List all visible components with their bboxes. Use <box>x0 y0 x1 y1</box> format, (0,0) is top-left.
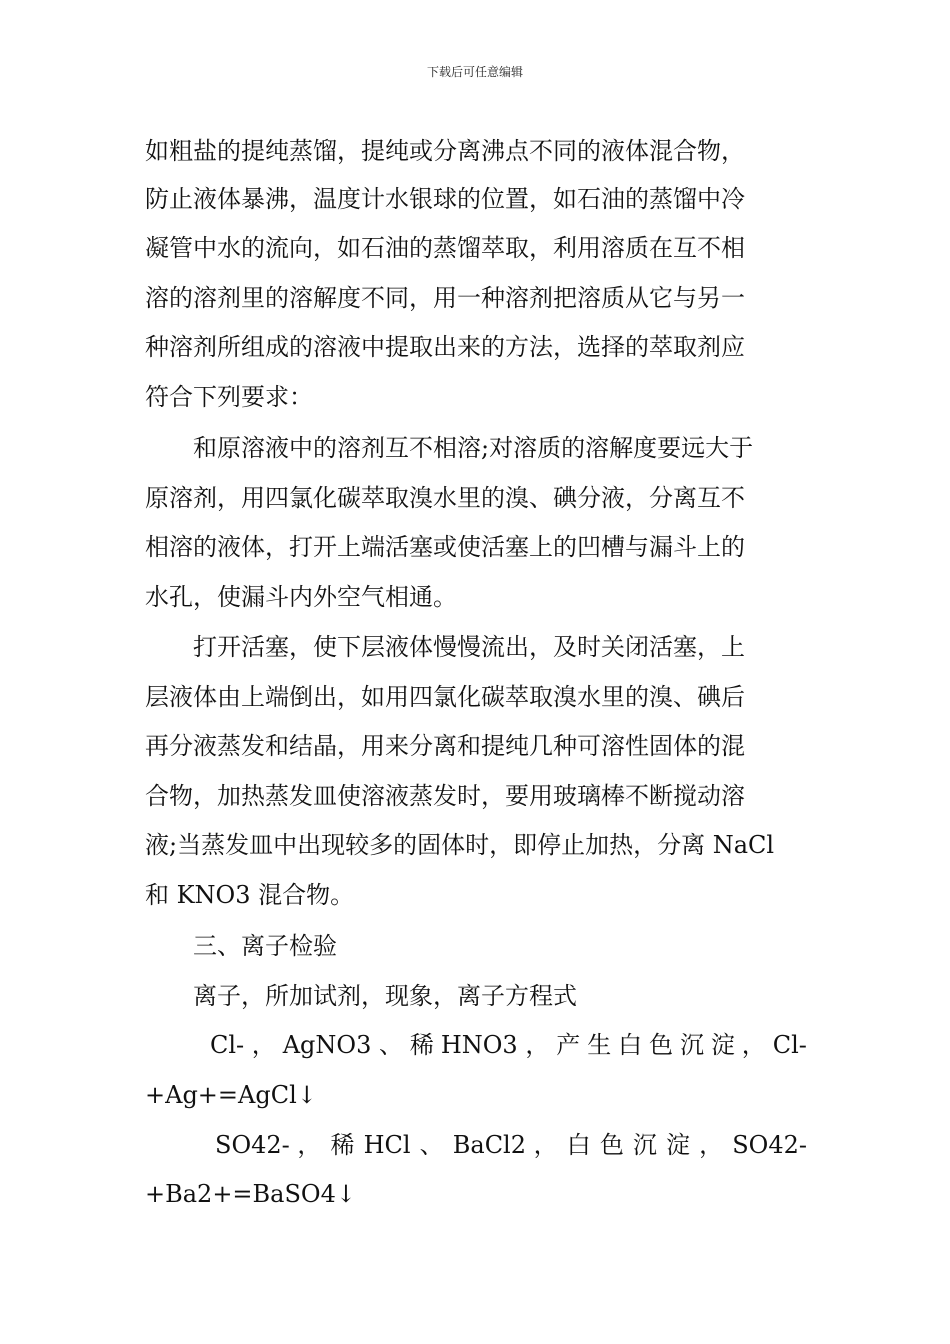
text-line: 和原溶液中的溶剂互不相溶;对溶质的溶解度要远大于 <box>145 434 754 462</box>
text-line: 溶的溶剂里的溶解度不同，用一种溶剂把溶质从它与另一 <box>145 284 745 312</box>
text-line: 符合下列要求： <box>145 383 313 411</box>
ion-token: 淀 <box>710 1031 735 1059</box>
section-heading: 三、离子检验 <box>145 932 337 960</box>
ion-row-chloride <box>210 1028 807 1062</box>
ion-token: AgNO3 、 <box>282 1031 403 1059</box>
ion-token: 淀 <box>666 1131 691 1159</box>
ion-token: SO42- <box>732 1131 807 1159</box>
ion-token: 产 <box>556 1031 581 1059</box>
ion-token: 色 <box>649 1031 674 1059</box>
text-line: 防止液体暴沸，温度计水银球的位置，如石油的蒸馏中冷 <box>145 185 745 213</box>
text-line: 合物，加热蒸发皿使溶液蒸发时，要用玻璃棒不断搅动溶 <box>145 782 745 810</box>
ion-token: 稀 <box>330 1131 355 1159</box>
ion-token: 稀 <box>409 1031 434 1059</box>
ion-token: ， <box>699 1131 724 1159</box>
ion-token: 沉 <box>632 1131 657 1159</box>
text-line: 相溶的液体，打开上端活塞或使活塞上的凹槽与漏斗上的 <box>145 533 745 561</box>
ion-token: Cl- ， <box>210 1031 276 1059</box>
ion-token: 生 <box>587 1031 612 1059</box>
ion-token: Cl- <box>772 1031 807 1059</box>
text-line: 离子，所加试剂，现象，离子方程式 <box>145 982 577 1010</box>
page-header: 下载后可任意编辑 <box>426 65 523 79</box>
ion-token: 沉 <box>679 1031 704 1059</box>
text-line: 凝管中水的流向，如石油的蒸馏萃取，利用溶质在互不相 <box>145 234 745 262</box>
text-line: 层液体由上端倒出，如用四氯化碳萃取溴水里的溴、碘后 <box>145 683 745 711</box>
ion-token: 白 <box>566 1131 591 1159</box>
ion-token: 色 <box>599 1131 624 1159</box>
ion-token: SO42- ， <box>215 1131 322 1159</box>
ion-token: HNO3 ， <box>440 1031 550 1059</box>
text-line: 液;当蒸发皿中出现较多的固体时，即停止加热，分离 NaCl <box>145 831 775 859</box>
text-line: 打开活塞，使下层液体慢慢流出，及时关闭活塞，上 <box>145 633 745 661</box>
text-line: 再分液蒸发和结晶，用来分离和提纯几种可溶性固体的混 <box>145 732 745 760</box>
ion-token: BaCl2 ， <box>452 1131 558 1159</box>
text-line: 如粗盐的提纯蒸馏，提纯或分离沸点不同的液体混合物， <box>145 137 745 165</box>
text-line: 水孔，使漏斗内外空气相通。 <box>145 583 457 611</box>
text-line: 和 KNO3 混合物。 <box>145 881 355 909</box>
ion-equation-continuation: +Ag+=AgCl↓ <box>145 1081 317 1109</box>
ion-token: 、 <box>419 1131 444 1159</box>
text-line: 种溶剂所组成的溶液中提取出来的方法，选择的萃取剂应 <box>145 333 745 361</box>
text-line: 原溶剂，用四氯化碳萃取溴水里的溴、碘分液，分离互不 <box>145 484 745 512</box>
ion-row-sulfate <box>215 1128 807 1162</box>
ion-token: ， <box>741 1031 766 1059</box>
ion-token: HCl <box>363 1131 411 1159</box>
ion-equation-continuation: +Ba2+=BaSO4↓ <box>145 1180 356 1208</box>
ion-token: 白 <box>618 1031 643 1059</box>
